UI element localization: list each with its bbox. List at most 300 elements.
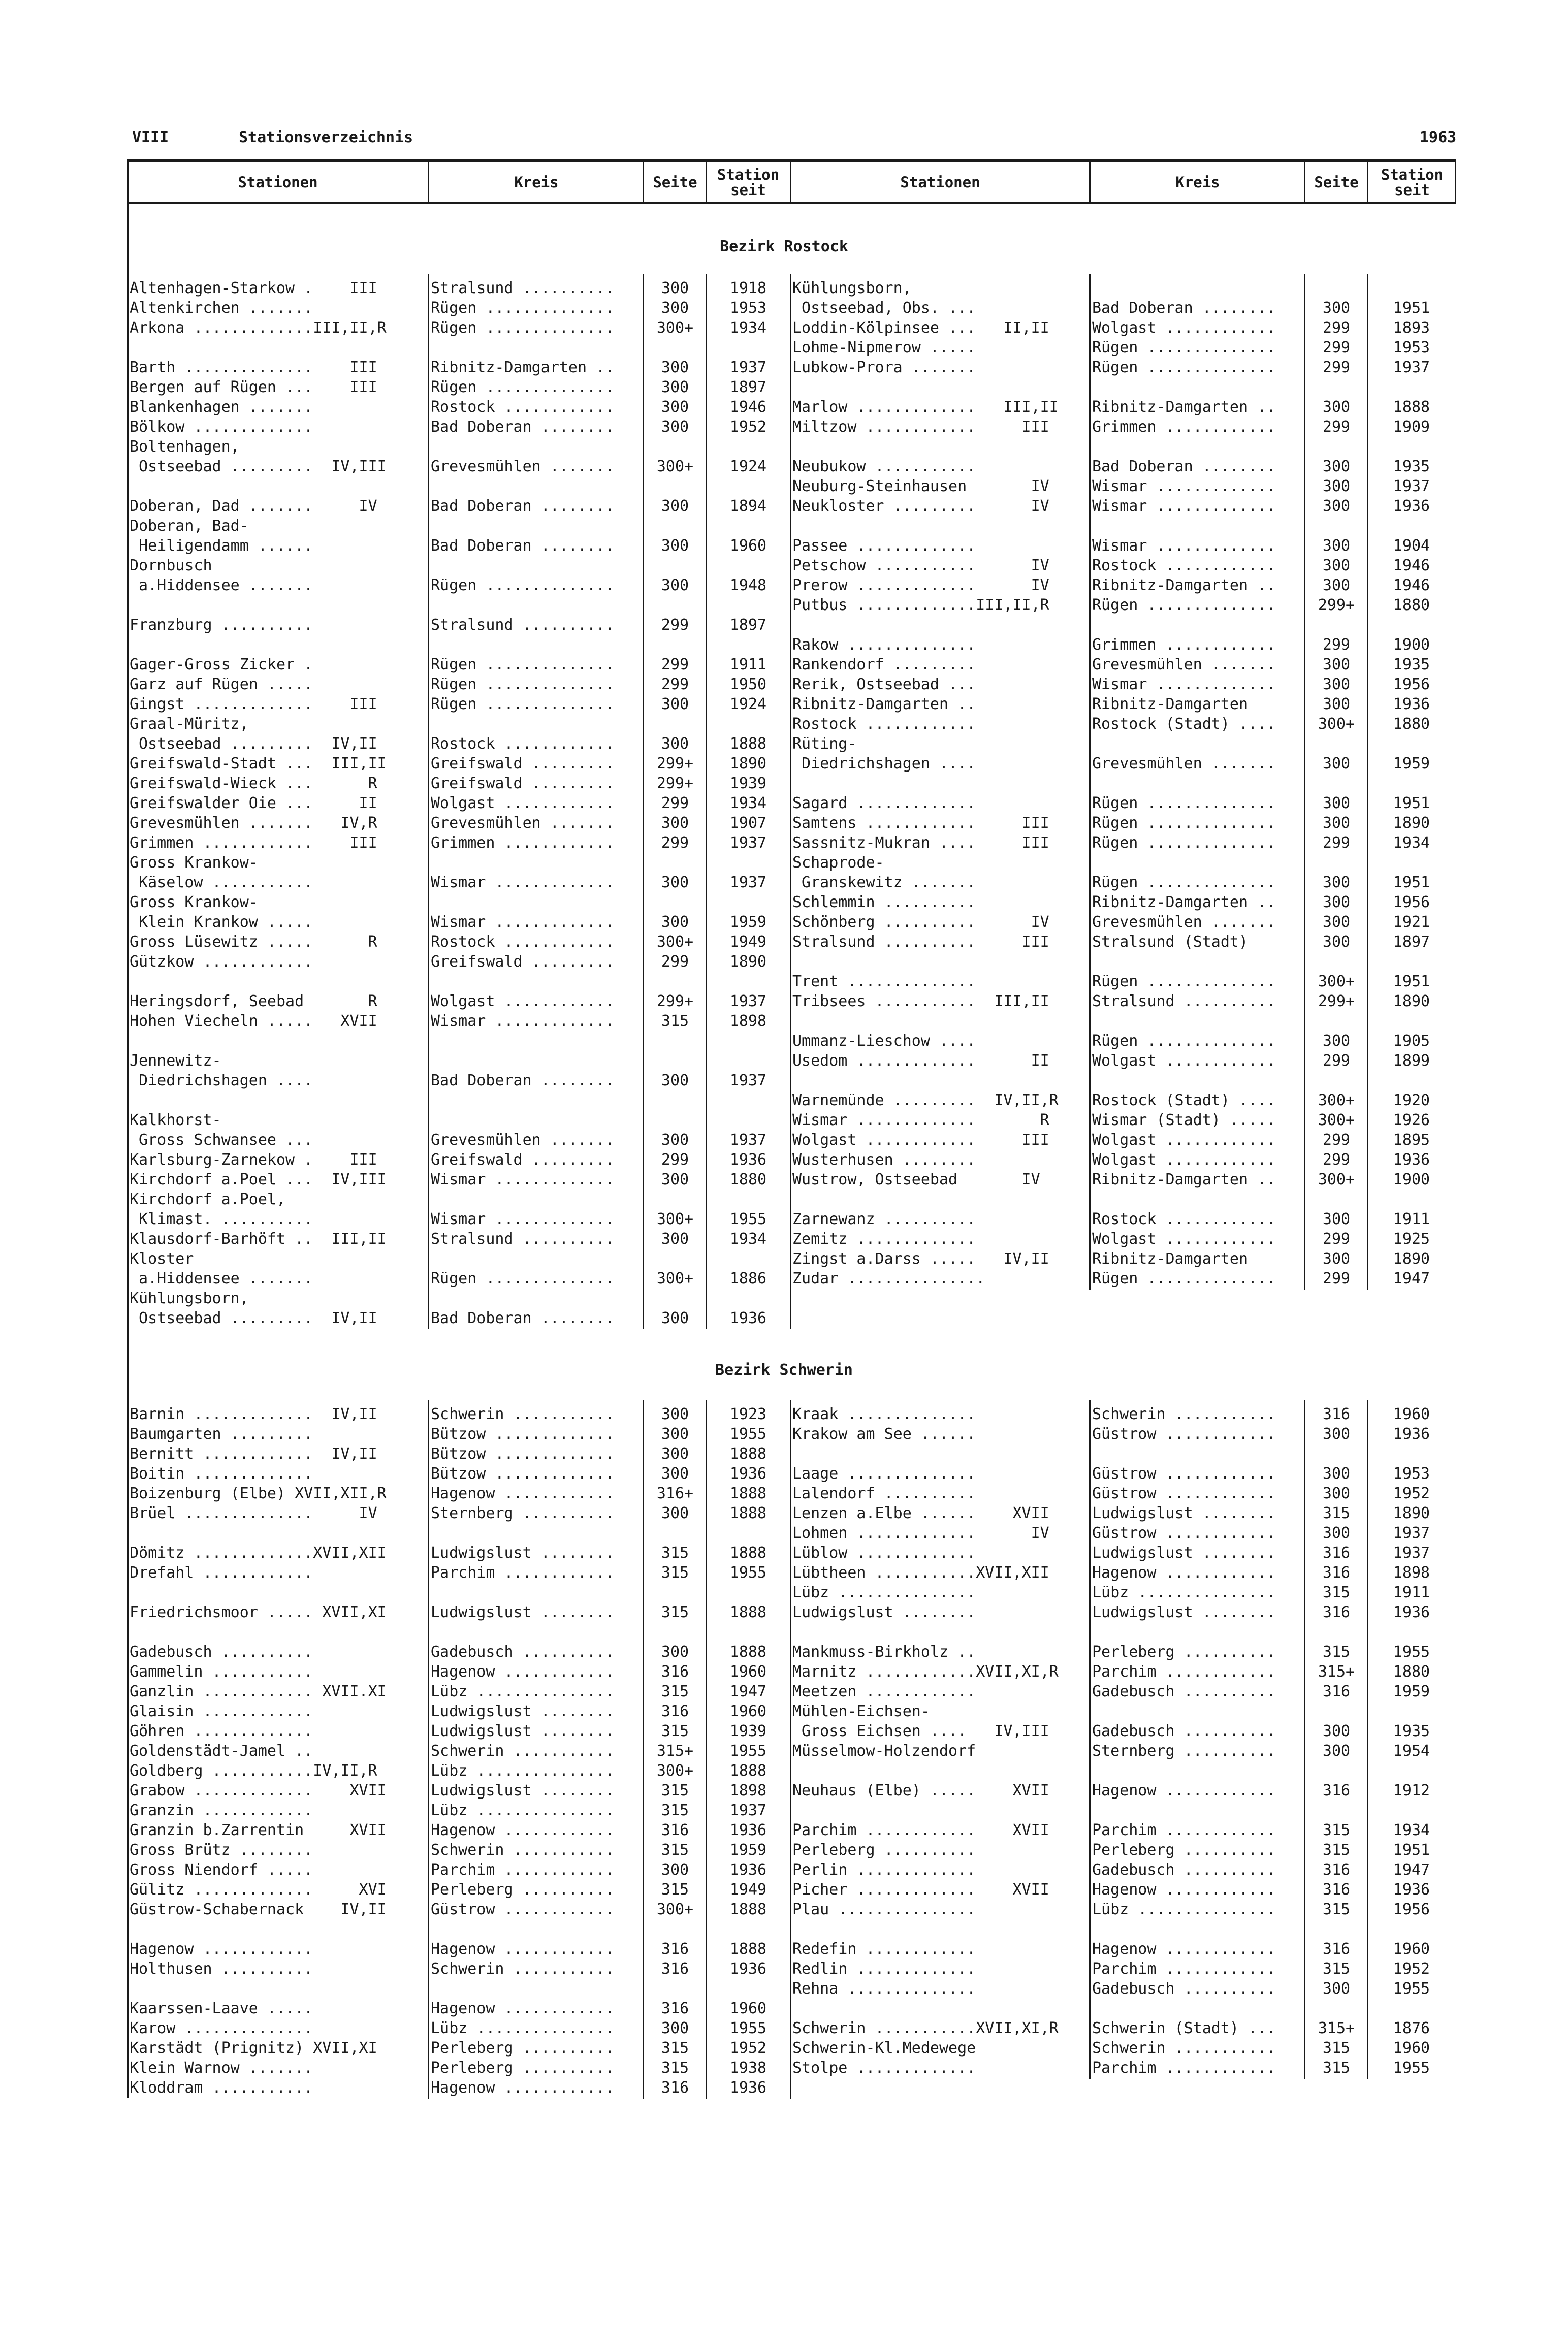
kreis-value: Perleberg .......... <box>1092 1643 1276 1661</box>
kreis-value: Wismar ............. <box>431 1171 615 1189</box>
seite-value: 300+ <box>656 1270 694 1288</box>
seite-value: 300 <box>661 1072 689 1089</box>
kreis-value: Wolgast ............ <box>431 794 615 812</box>
seite-value: 315 <box>1322 2059 1351 2077</box>
kreis-value: Rügen .............. <box>431 576 615 594</box>
kreis-value: Gadebusch .......... <box>1092 1861 1276 1879</box>
station-name: Kühlungsborn, <box>792 279 912 297</box>
station-seit-value: 1937 <box>729 992 767 1010</box>
seite-value: 299+ <box>1318 596 1355 614</box>
station-name: Neukloster ......... IV <box>792 497 1049 515</box>
station-name: Karow .............. <box>130 2019 313 2037</box>
kreis-value: Wolgast ............ <box>431 992 615 1010</box>
station-seit-value: 1888 <box>729 735 767 753</box>
kreis-value: Wismar ............. <box>1092 537 1276 555</box>
station-seit-value: 1951 <box>1393 1841 1430 1859</box>
kreis-value: Grevesmühlen ....... <box>1092 913 1276 931</box>
station-name: Neubukow ........... <box>792 458 976 475</box>
header-divider <box>1304 159 1305 204</box>
station-seit-value: 1900 <box>1393 1171 1430 1189</box>
seite-value: 315 <box>1322 1584 1351 1601</box>
station-seit-value: 1876 <box>1393 2019 1430 2037</box>
kreis-value: Ribnitz-Damgarten .. <box>1092 893 1276 911</box>
kreis-value: Grevesmühlen ....... <box>431 1131 615 1149</box>
station-name: Parchim ............ XVII <box>792 1821 1049 1839</box>
seite-value: 315 <box>1322 1504 1351 1522</box>
station-name: Miltzow ............ III <box>792 418 1049 436</box>
seite-value: 316 <box>1322 1782 1351 1800</box>
kreis-value: Ribnitz-Damgarten .. <box>431 359 615 376</box>
seite-value: 300 <box>1322 576 1351 594</box>
kreis-value: Bad Doberan ........ <box>1092 299 1276 317</box>
header-rule-bottom <box>127 202 1456 204</box>
station-name: Granskewitz ....... <box>792 874 976 891</box>
station-name: Sagard ............. <box>792 794 976 812</box>
col-header-seite: Seite <box>653 174 697 191</box>
kreis-value: Wismar (Stadt) ..... <box>1092 1111 1276 1129</box>
seite-value: 316 <box>661 2079 689 2097</box>
column-rule <box>706 274 707 1329</box>
station-name: Zingst a.Darss ..... IV,II <box>792 1250 1049 1268</box>
station-seit-value: 1952 <box>1393 1485 1430 1502</box>
station-seit-value: 1953 <box>729 299 767 317</box>
kreis-value: Hagenow ............ <box>431 1821 615 1839</box>
kreis-value: Perleberg .......... <box>431 2059 615 2077</box>
kreis-value: Bad Doberan ........ <box>431 497 615 515</box>
station-name: Gützkow ............ <box>130 953 313 971</box>
station-seit-value: 1934 <box>729 794 767 812</box>
column-rule <box>790 1400 791 2099</box>
station-name: Stolpe ............. <box>792 2059 976 2077</box>
station-name: Klein Warnow ....... <box>130 2059 313 2077</box>
seite-value: 316 <box>1322 1405 1351 1423</box>
kreis-value: Gadebusch .......... <box>1092 1683 1276 1700</box>
station-seit-value: 1935 <box>1393 458 1430 475</box>
seite-value: 300 <box>661 913 689 931</box>
station-seit-value: 1934 <box>1393 1821 1430 1839</box>
station-seit-value: 1960 <box>729 1663 767 1681</box>
station-name: Ostseebad ......... IV,III <box>130 458 387 475</box>
kreis-value: Schwerin (Stadt) ... <box>1092 2019 1276 2037</box>
station-name: Gross Krankow- <box>130 854 258 872</box>
station-seit-value: 1937 <box>1393 477 1430 495</box>
station-name: Gross Krankow- <box>130 893 258 911</box>
station-seit-value: 1937 <box>729 834 767 852</box>
station-name: Ummanz-Lieschow .... <box>792 1032 976 1050</box>
station-name: Picher ............. XVII <box>792 1881 1049 1899</box>
station-name: Ludwigslust ........ <box>792 1603 976 1621</box>
seite-value: 316+ <box>656 1485 694 1502</box>
column-rule <box>1089 274 1091 1290</box>
station-name: Boitin ............. <box>130 1465 313 1483</box>
station-seit-value: 1946 <box>729 398 767 416</box>
station-name: Gross Brütz ........ <box>130 1841 313 1859</box>
seite-value: 300+ <box>1318 1171 1355 1189</box>
station-name: Gross Eichsen .... IV,III <box>792 1722 1049 1740</box>
station-name: Mühlen-Eichsen- <box>792 1703 930 1720</box>
kreis-value: Perleberg .......... <box>1092 1841 1276 1859</box>
seite-value: 300 <box>1322 676 1351 693</box>
station-name: Müsselmow-Holzendorf <box>792 1742 976 1760</box>
seite-value: 300 <box>1322 1742 1351 1760</box>
kreis-value: Rügen .............. <box>431 299 615 317</box>
kreis-value: Ludwigslust ........ <box>1092 1504 1276 1522</box>
seite-value: 300 <box>1322 1485 1351 1502</box>
seite-value: 300+ <box>656 1210 694 1228</box>
seite-value: 315 <box>661 1012 689 1030</box>
station-seit-value: 1936 <box>729 2079 767 2097</box>
station-name: Usedom ............. II <box>792 1052 1049 1070</box>
station-name: Gross Lüsewitz ..... R <box>130 933 377 951</box>
station-seit-value: 1904 <box>1393 537 1430 555</box>
station-name: Klein Krankow ..... <box>130 913 313 931</box>
station-seit-value: 1890 <box>1393 992 1430 1010</box>
station-seit-value: 1897 <box>729 378 767 396</box>
station-name: Kloddram ........... <box>130 2079 313 2097</box>
seite-value: 315+ <box>1318 2019 1355 2037</box>
station-name: Lohme-Nipmerow ..... <box>792 339 976 357</box>
seite-value: 299 <box>661 1151 689 1169</box>
seite-value: 315+ <box>656 1742 694 1760</box>
station-name: Perlin ............. <box>792 1861 976 1879</box>
seite-value: 300 <box>1322 557 1351 574</box>
station-name: Baumgarten ......... <box>130 1425 313 1443</box>
station-seit-value: 1890 <box>1393 814 1430 832</box>
station-name: Neuburg-Steinhausen IV <box>792 477 1049 495</box>
station-seit-value: 1888 <box>729 1504 767 1522</box>
station-name: Diedrichshagen .... <box>792 755 976 773</box>
kreis-value: Gadebusch .......... <box>1092 1980 1276 1998</box>
station-seit-value: 1880 <box>1393 596 1430 614</box>
kreis-value: Ribnitz-Damgarten <box>1092 695 1249 713</box>
kreis-value: Lübz ............... <box>431 2019 615 2037</box>
kreis-value: Schwerin ........... <box>431 1742 615 1760</box>
station-seit-value: 1890 <box>729 755 767 773</box>
col-header-seit-right: seit <box>1394 181 1430 199</box>
station-name: Lenzen a.Elbe ...... XVII <box>792 1504 1049 1522</box>
seite-value: 300+ <box>1318 973 1355 990</box>
station-name: Passee ............. <box>792 537 976 555</box>
kreis-value: Lübz ............... <box>431 1683 615 1700</box>
station-seit-value: 1948 <box>729 576 767 594</box>
station-seit-value: 1923 <box>729 1405 767 1423</box>
kreis-value: Ludwigslust ........ <box>1092 1603 1276 1621</box>
station-name: Holthusen .......... <box>130 1960 313 1978</box>
station-name: Klausdorf-Barhöft .. III,II <box>130 1230 387 1248</box>
station-seit-value: 1937 <box>1393 359 1430 376</box>
station-seit-value: 1949 <box>729 1881 767 1899</box>
kreis-value: Hagenow ............ <box>1092 1564 1276 1582</box>
seite-value: 316 <box>661 1821 689 1839</box>
seite-value: 300 <box>1322 1250 1351 1268</box>
kreis-value: Greifswald ......... <box>431 1151 615 1169</box>
kreis-value: Sternberg .......... <box>1092 1742 1276 1760</box>
station-name: Gadebusch .......... <box>130 1643 313 1661</box>
kreis-value: Parchim ............ <box>1092 1821 1276 1839</box>
seite-value: 300 <box>661 378 689 396</box>
station-name: Dornbusch <box>130 557 212 574</box>
seite-value: 316 <box>1322 1683 1351 1700</box>
kreis-value: Rügen .............. <box>431 1270 615 1288</box>
station-seit-value: 1947 <box>729 1683 767 1700</box>
kreis-value: Hagenow ............ <box>1092 1782 1276 1800</box>
station-name: Loddin-Kölpinsee ... II,II <box>792 319 1049 337</box>
station-seit-value: 1893 <box>1393 319 1430 337</box>
station-name: Plau ............... <box>792 1901 976 1918</box>
station-seit-value: 1888 <box>729 1445 767 1463</box>
station-name: Perleberg .......... <box>792 1841 976 1859</box>
station-name: Hohen Viecheln ..... XVII <box>130 1012 377 1030</box>
station-seit-value: 1935 <box>1393 656 1430 673</box>
seite-value: 300 <box>661 1425 689 1443</box>
station-name: Heringsdorf, Seebad R <box>130 992 377 1010</box>
seite-value: 315 <box>1322 1821 1351 1839</box>
kreis-value: Schwerin ........... <box>1092 2039 1276 2057</box>
station-seit-value: 1880 <box>1393 715 1430 733</box>
station-name: Warnemünde ......... IV,II,R <box>792 1091 1059 1109</box>
seite-value: 299 <box>1322 1131 1351 1149</box>
station-seit-value: 1898 <box>729 1012 767 1030</box>
kreis-value: Hagenow ............ <box>431 1940 615 1958</box>
col-header-kreis: Kreis <box>514 174 559 191</box>
station-name: Friedrichsmoor ..... XVII,XI <box>130 1603 387 1621</box>
kreis-value: Greifswald ......... <box>431 775 615 792</box>
kreis-value: Parchim ............ <box>431 1564 615 1582</box>
station-name: Rostock ............ <box>792 715 976 733</box>
station-seit-value: 1890 <box>729 953 767 971</box>
station-seit-value: 1955 <box>1393 1980 1430 1998</box>
seite-value: 299 <box>1322 418 1351 436</box>
station-seit-value: 1953 <box>1393 339 1430 357</box>
station-seit-value: 1955 <box>729 2019 767 2037</box>
station-seit-value: 1936 <box>1393 1881 1430 1899</box>
station-name: Arkona .............III,II,R <box>130 319 387 337</box>
kreis-value: Ludwigslust ........ <box>431 1722 615 1740</box>
seite-value: 300 <box>1322 1524 1351 1542</box>
station-seit-value: 1960 <box>729 2000 767 2017</box>
kreis-value: Parchim ............ <box>1092 1960 1276 1978</box>
station-seit-value: 1960 <box>729 537 767 555</box>
station-name: Greifswalder Oie ... II <box>130 794 377 812</box>
kreis-value: Sternberg .......... <box>431 1504 615 1522</box>
seite-value: 300 <box>1322 1210 1351 1228</box>
seite-value: 300 <box>661 1504 689 1522</box>
kreis-value: Schwerin ........... <box>431 1841 615 1859</box>
kreis-value: Rügen .............. <box>1092 359 1276 376</box>
station-name: Trent .............. <box>792 973 976 990</box>
station-name: Petschow ........... IV <box>792 557 1049 574</box>
kreis-value: Rügen .............. <box>431 676 615 693</box>
seite-value: 315 <box>1322 1841 1351 1859</box>
station-seit-value: 1952 <box>729 2039 767 2057</box>
station-seit-value: 1934 <box>1393 834 1430 852</box>
station-name: Güstrow-Schabernack IV,II <box>130 1901 387 1918</box>
kreis-value: Wismar ............. <box>1092 477 1276 495</box>
seite-value: 300 <box>1322 537 1351 555</box>
station-seit-value: 1890 <box>1393 1250 1430 1268</box>
station-name: Gross Schwansee ... <box>130 1131 313 1149</box>
kreis-value: Bützow ............. <box>431 1445 615 1463</box>
col-header-seite-right: Seite <box>1314 174 1359 191</box>
station-seit-value: 1926 <box>1393 1111 1430 1129</box>
column-rule <box>706 1400 707 2099</box>
seite-value: 300 <box>1322 814 1351 832</box>
header-divider <box>1367 159 1368 204</box>
kreis-value: Lübz ............... <box>431 1802 615 1819</box>
station-name: Hagenow ............ <box>130 1940 313 1958</box>
station-seit-value: 1936 <box>729 1151 767 1169</box>
station-name: Graal-Müritz, <box>130 715 249 733</box>
station-name: Tribsees ........... III,II <box>792 992 1049 1010</box>
station-name: Lüblow ............. <box>792 1544 976 1562</box>
column-rule <box>1089 1400 1091 2079</box>
seite-value: 300 <box>1322 1722 1351 1740</box>
header-divider <box>1089 159 1091 204</box>
station-name: Jennewitz- <box>130 1052 221 1070</box>
station-seit-value: 1888 <box>1393 398 1430 416</box>
seite-value: 300 <box>1322 1032 1351 1050</box>
kreis-value: Rügen .............. <box>431 319 615 337</box>
kreis-value: Hagenow ............ <box>431 2079 615 2097</box>
station-name: Redlin ............. <box>792 1960 976 1978</box>
kreis-value: Rügen .............. <box>1092 814 1276 832</box>
seite-value: 299+ <box>1318 992 1355 1010</box>
kreis-value: Ribnitz-Damgarten <box>1092 1250 1249 1268</box>
section-title-schwerin: Bezirk Schwerin <box>715 1361 853 1379</box>
station-name: Grevesmühlen ....... IV,R <box>130 814 377 832</box>
station-name: Gingst ............. III <box>130 695 377 713</box>
station-seit-value: 1894 <box>729 497 767 515</box>
station-seit-value: 1936 <box>1393 497 1430 515</box>
station-name: Goldenstädt-Jamel .. <box>130 1742 313 1760</box>
station-seit-value: 1899 <box>1393 1052 1430 1070</box>
station-seit-value: 1897 <box>729 616 767 634</box>
station-name: Zudar ............... <box>792 1270 985 1288</box>
station-seit-value: 1946 <box>1393 576 1430 594</box>
seite-value: 299 <box>661 834 689 852</box>
station-name: Goldberg ...........IV,II,R <box>130 1762 377 1780</box>
kreis-value: Bad Doberan ........ <box>1092 458 1276 475</box>
station-name: Schwerin ...........XVII,XI,R <box>792 2019 1059 2037</box>
kreis-value: Parchim ............ <box>431 1861 615 1879</box>
station-name: Bernitt ............ IV,II <box>130 1445 377 1463</box>
seite-value: 315 <box>661 2059 689 2077</box>
seite-value: 316 <box>661 2000 689 2017</box>
seite-value: 300 <box>661 279 689 297</box>
kreis-value: Wolgast ............ <box>1092 1151 1276 1169</box>
station-seit-value: 1925 <box>1393 1230 1430 1248</box>
station-name: Glaisin ............ <box>130 1703 313 1720</box>
kreis-value: Rügen .............. <box>1092 834 1276 852</box>
seite-value: 300 <box>661 398 689 416</box>
kreis-value: Grevesmühlen ....... <box>1092 656 1276 673</box>
kreis-value: Rostock ............ <box>1092 1210 1276 1228</box>
kreis-value: Rügen .............. <box>431 656 615 673</box>
seite-value: 300 <box>661 1861 689 1879</box>
seite-value: 315 <box>661 1722 689 1740</box>
station-name: Samtens ............ III <box>792 814 1049 832</box>
station-name: Kirchdorf a.Poel, <box>130 1191 286 1208</box>
station-seit-value: 1960 <box>729 1703 767 1720</box>
seite-value: 315 <box>661 1802 689 1819</box>
station-name: Boltenhagen, <box>130 438 240 456</box>
station-seit-value: 1951 <box>1393 973 1430 990</box>
seite-value: 300 <box>1322 695 1351 713</box>
station-seit-value: 1950 <box>729 676 767 693</box>
station-name: Rüting- <box>792 735 857 753</box>
station-name: Altenkirchen ....... <box>130 299 313 317</box>
seite-value: 316 <box>1322 1940 1351 1958</box>
station-seit-value: 1956 <box>1393 893 1430 911</box>
kreis-value: Stralsund .......... <box>1092 992 1276 1010</box>
station-name: Wolgast ............ III <box>792 1131 1049 1149</box>
seite-value: 316 <box>1322 1564 1351 1582</box>
station-seit-value: 1937 <box>729 874 767 891</box>
station-seit-value: 1936 <box>729 1960 767 1978</box>
kreis-value: Wismar ............. <box>1092 676 1276 693</box>
station-name: Sassnitz-Mukran .... III <box>792 834 1049 852</box>
seite-value: 300 <box>661 1643 689 1661</box>
station-name: Wusterhusen ........ <box>792 1151 976 1169</box>
page-year: 1963 <box>1420 129 1457 146</box>
kreis-value: Wolgast ............ <box>1092 1052 1276 1070</box>
station-seit-value: 1959 <box>1393 1683 1430 1700</box>
kreis-value: Grevesmühlen ....... <box>431 814 615 832</box>
kreis-value: Hagenow ............ <box>1092 1881 1276 1899</box>
seite-value: 299 <box>661 953 689 971</box>
seite-value: 316 <box>661 1703 689 1720</box>
kreis-value: Ludwigslust ........ <box>1092 1544 1276 1562</box>
station-name: Garz auf Rügen ..... <box>130 676 313 693</box>
station-seit-value: 1937 <box>729 1131 767 1149</box>
station-seit-value: 1955 <box>729 1210 767 1228</box>
seite-value: 315 <box>661 2039 689 2057</box>
station-name: Zemitz ............. <box>792 1230 976 1248</box>
seite-value: 300 <box>661 1405 689 1423</box>
station-name: Karlsburg-Zarnekow . III <box>130 1151 377 1169</box>
station-seit-value: 1959 <box>729 913 767 931</box>
seite-value: 300 <box>661 1309 689 1327</box>
station-name: Stralsund .......... III <box>792 933 1049 951</box>
station-seit-value: 1951 <box>1393 299 1430 317</box>
station-seit-value: 1888 <box>729 1485 767 1502</box>
station-seit-value: 1905 <box>1393 1032 1430 1050</box>
seite-value: 300 <box>661 2019 689 2037</box>
station-seit-value: 1955 <box>729 1425 767 1443</box>
kreis-value: Wismar ............. <box>431 1210 615 1228</box>
station-seit-value: 1909 <box>1393 418 1430 436</box>
seite-value: 300+ <box>656 1762 694 1780</box>
kreis-value: Hagenow ............ <box>431 1485 615 1502</box>
kreis-value: Rügen .............. <box>1092 973 1276 990</box>
seite-value: 300 <box>1322 1425 1351 1443</box>
station-name: Boizenburg (Elbe) XVII,XII,R <box>130 1485 387 1502</box>
seite-value: 300+ <box>1318 1091 1355 1109</box>
seite-value: 315 <box>661 1564 689 1582</box>
station-name: Marnitz ............XVII,XI,R <box>792 1663 1059 1681</box>
station-name: a.Hiddensee ....... <box>130 1270 313 1288</box>
seite-value: 299 <box>1322 1230 1351 1248</box>
kreis-value: Greifswald ......... <box>431 755 615 773</box>
station-name: Bergen auf Rügen ... III <box>130 378 377 396</box>
column-rule <box>1367 1400 1368 2079</box>
station-name: Zarnewanz .......... <box>792 1210 976 1228</box>
station-seit-value: 1946 <box>1393 557 1430 574</box>
station-seit-value: 1956 <box>1393 1901 1430 1918</box>
station-name: Neuhaus (Elbe) ..... XVII <box>792 1782 1049 1800</box>
seite-value: 300 <box>661 1465 689 1483</box>
column-rule <box>790 274 791 1329</box>
